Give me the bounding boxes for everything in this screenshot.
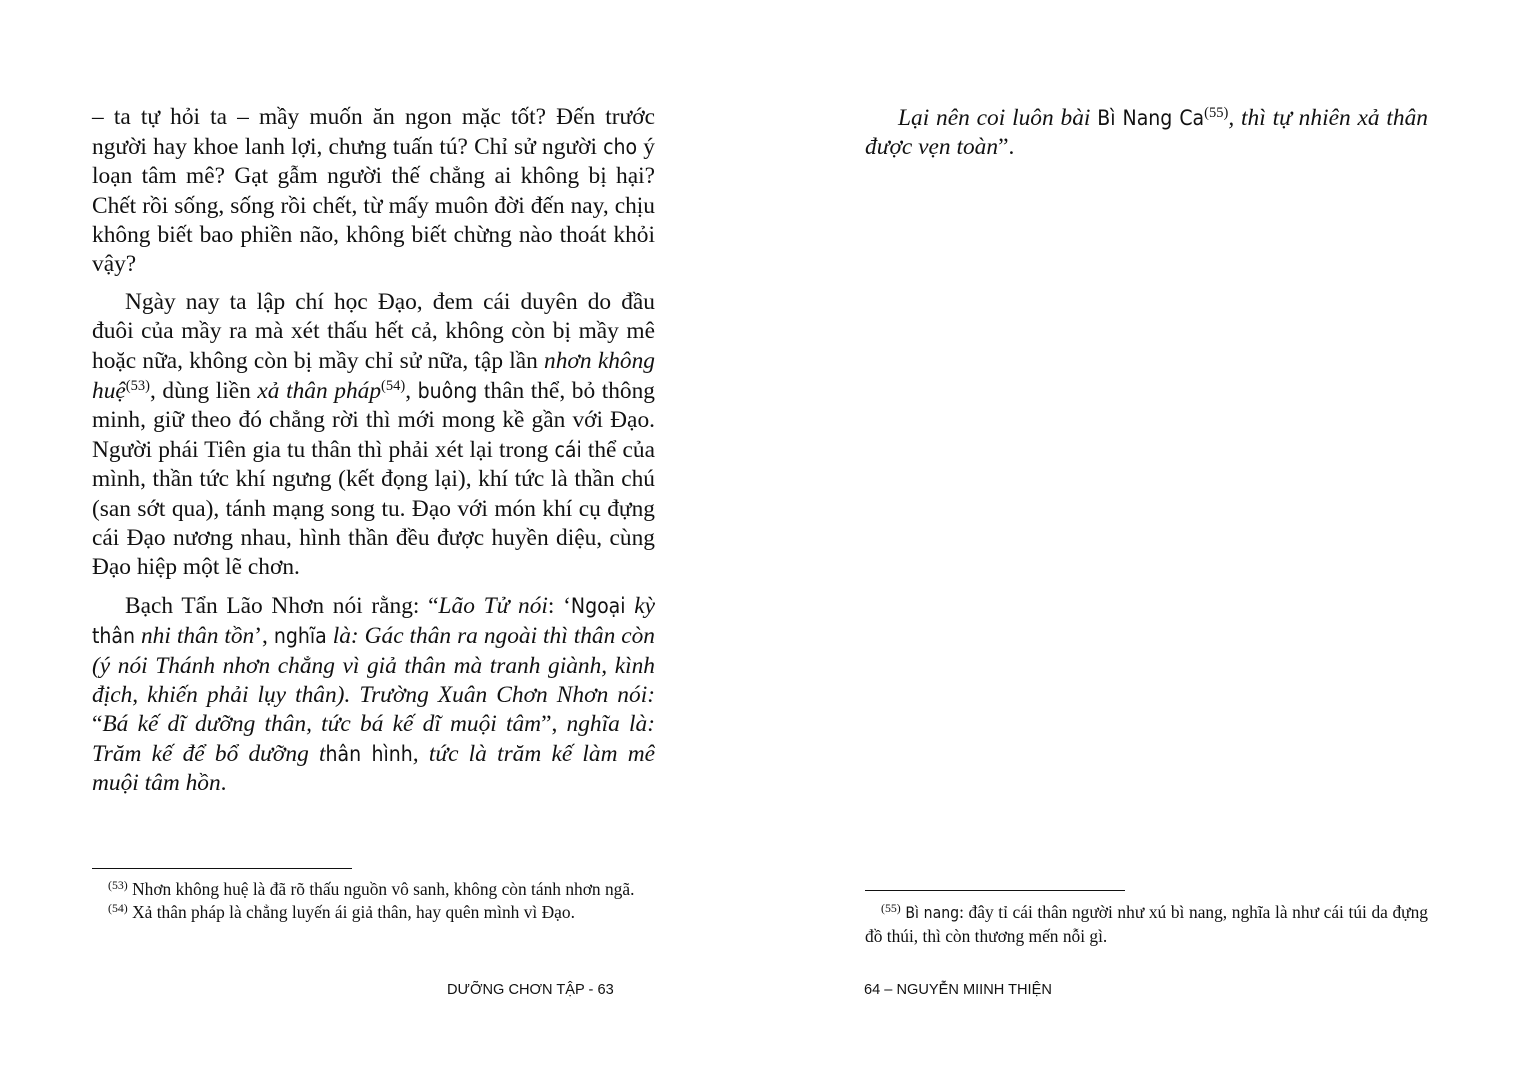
footnote-54: [92, 901, 655, 924]
text-run: ”.: [998, 134, 1015, 161]
footnote-53-number: (53): [108, 878, 128, 893]
footnote-55: [865, 901, 1428, 947]
text-run: thể của mình, thần tức khí ngưng (kết đọng lại), khí tức là thần chú (san sớt qua), tánh mạng song tu. Đạo với món khí cụ đựng cái Đạo nương nhau, hình thần đều được huyền diệu, cùng Đạo hiệp một lẽ chơn.: [92, 437, 656, 581]
text-run: ,: [405, 377, 418, 404]
footnote-53-text: Nhơn không huệ là đã rõ thấu nguồn vô sanh, không còn tánh nhơn ngã.: [127, 879, 635, 899]
text-run: cái: [554, 437, 582, 463]
italic-run: Lão Tử nói: [438, 593, 548, 620]
right-paragraph-1: [865, 103, 1428, 162]
text-run: thân: [92, 623, 136, 649]
right-page-body: [865, 103, 1428, 162]
footnote-55-text: : đây tỉ cái thân người như xú bì nang, nghĩa là như cái túi da đựng đồ thúi, thì còn thương mến nỗi gì.: [865, 902, 1428, 946]
footnote-reference: (55): [1204, 105, 1229, 122]
left-paragraph-1: [92, 103, 655, 279]
italic-run: Lại nên coi luôn bài: [898, 105, 1098, 131]
text-run: , dùng liền: [149, 377, 258, 404]
footnote-55-number: (55): [881, 901, 901, 916]
italic-run: là: Gác thân ra ngoài thì thân còn (ý nói Thánh nhơn chẳng vì giả thân mà tranh giành, kình địch, khiến phải lụy thân). Trường Xuân Chơn Nhơn nói:: [92, 623, 655, 708]
text-run: : ‘: [547, 593, 571, 620]
italic-run: Bá kế dĩ dưỡng thân, tức bá kế dĩ muội tâm: [102, 711, 542, 738]
text-run: nghĩa: [273, 623, 327, 649]
text-run: ”,: [541, 711, 567, 738]
text-run: hân hình: [325, 741, 413, 767]
right-page: [865, 0, 1428, 1076]
footnote-reference: (54): [381, 377, 406, 394]
text-run: ’,: [254, 623, 274, 650]
left-paragraph-2: [92, 288, 655, 582]
footnote-reference: (53): [125, 377, 150, 394]
text-run: Bạch Tẩn Lão Nhơn nói rằng: “: [125, 593, 439, 620]
footnote-54-text: Xả thân pháp là chẳng luyến ái giả thân, hay quên mình vì Đạo.: [127, 901, 575, 922]
text-run: Ngày nay ta lập chí học Đạo, đem cái duyên do đầu đuôi của mầy ra mà xét thấu hết cả, không còn bị mầy mê hoặc nữa, không còn bị mầy chỉ sử nữa, tập lần: [92, 289, 655, 374]
italic-run: nhi thân tồn: [135, 623, 255, 650]
footnote-54-number: (54): [108, 900, 128, 915]
text-run: cho: [603, 134, 638, 160]
left-page-body: [92, 103, 655, 799]
text-run: buông: [417, 377, 478, 403]
italic-run: , tức là trăm kế làm mê muội tâm hồn: [92, 741, 655, 797]
text-run: Bì Nang Ca: [1097, 105, 1205, 130]
italic-run: , thì tự nhiên xả thân được vẹn toàn: [865, 105, 1429, 161]
text-run: “: [92, 711, 103, 738]
footnote-53: [92, 878, 655, 901]
left-page: [92, 0, 655, 1076]
text-run: thân thể, bỏ thông minh, giữ theo đó chẳng rời thì mới mong kề gần với Đạo. Người phái Tiên gia tu thân thì phải xét lại trong: [92, 377, 656, 464]
italic-run: kỳ: [625, 593, 655, 620]
right-page-folio: 64 – NGUYỄN MIINH THIỆN: [864, 982, 1052, 998]
text-run: ý loạn tâm mê? Gạt gẫm người thế chẳng ai không bị hại? Chết rồi sống, sống rồi chết, từ mấy muôn đời đến nay, chịu không biết bao phiền não, không biết chừng nào thoát khỏi vậy?: [92, 134, 655, 278]
italic-run: xả thân pháp: [257, 377, 382, 404]
text-run: – ta tự hỏi ta – mầy muốn ăn ngon mặc tốt? Đến trước người hay khoe lanh lợi, chưng tuấn tú? Chỉ sử người: [92, 104, 655, 161]
text-run: .: [220, 770, 227, 797]
left-page-folio: DƯỠNG CHƠN TẬP - 63: [447, 982, 614, 998]
italic-run: nhơn không huệ: [92, 347, 655, 404]
left-footnotes: [92, 878, 655, 923]
italic-run: nghĩa là: Trăm kế để bổ dưỡng t: [92, 711, 656, 768]
left-paragraph-3: [92, 591, 655, 798]
footnote-55-term: Bì nang: [905, 903, 960, 922]
footnote-separator: [865, 890, 1125, 891]
right-footnotes: [865, 901, 1428, 947]
text-run: Ngoại: [570, 593, 626, 619]
footnote-separator: [92, 868, 352, 869]
